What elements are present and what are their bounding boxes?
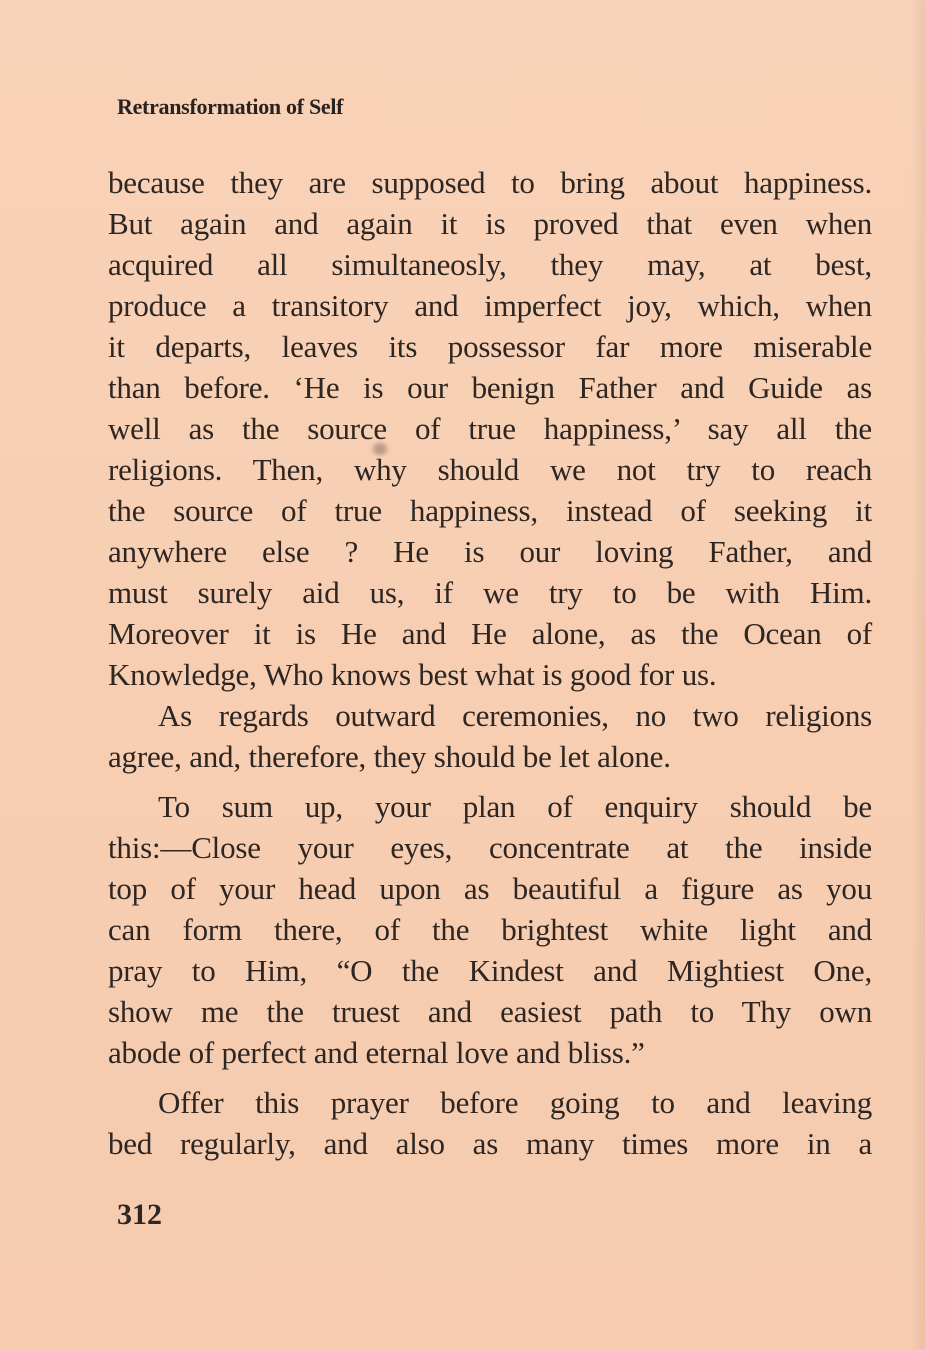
running-head: Retransformation of Self <box>117 94 344 119</box>
text-line: As regards outward ceremonies, no two religions <box>158 698 872 733</box>
paragraph-2 <box>108 695 872 777</box>
paragraph-3 <box>108 786 872 1073</box>
text-line: agree, and, therefore, they should be let alone. <box>108 739 671 774</box>
text-line: this:—Close your eyes, concentrate at the inside <box>108 830 872 865</box>
text-line: it departs, leaves its possessor far more miserable <box>108 329 872 364</box>
paragraph-1 <box>108 162 872 695</box>
ink-smudge <box>373 443 387 455</box>
page-edge-shadow <box>911 0 925 1350</box>
text-line: the source of true happiness, instead of seeking it <box>108 493 872 528</box>
text-line: abode of perfect and eternal love and bliss.” <box>108 1035 645 1070</box>
text-line: because they are supposed to bring about happiness. <box>108 165 872 200</box>
paragraph-4 <box>108 1082 872 1164</box>
text-line: acquired all simultaneosly, they may, at best, <box>108 247 872 282</box>
page-number: 312 <box>117 1198 162 1231</box>
text-line: pray to Him, “O the Kindest and Mightiest One, <box>108 953 872 988</box>
text-line: show me the truest and easiest path to Thy own <box>108 994 872 1029</box>
text-line: top of your head upon as beautiful a figure as you <box>108 871 872 906</box>
text-line: Offer this prayer before going to and leaving <box>158 1085 872 1120</box>
text-line: produce a transitory and imperfect joy, which, when <box>108 288 872 323</box>
text-line: must surely aid us, if we try to be with Him. <box>108 575 872 610</box>
text-line: than before. ‘He is our benign Father and Guide as <box>108 370 872 405</box>
text-line: anywhere else ? He is our loving Father, and <box>108 534 872 569</box>
text-line: religions. Then, why should we not try to reach <box>108 452 872 487</box>
body-text <box>108 162 872 1164</box>
text-line: Moreover it is He and He alone, as the Ocean of <box>108 616 872 651</box>
text-line: can form there, of the brightest white light and <box>108 912 872 947</box>
text-line: well as the source of true happiness,’ say all the <box>108 411 872 446</box>
text-line: Knowledge, Who knows best what is good for us. <box>108 657 717 692</box>
text-line: To sum up, your plan of enquiry should be <box>158 789 872 824</box>
text-line: But again and again it is proved that even when <box>108 206 872 241</box>
text-line: bed regularly, and also as many times more in a <box>108 1126 872 1161</box>
